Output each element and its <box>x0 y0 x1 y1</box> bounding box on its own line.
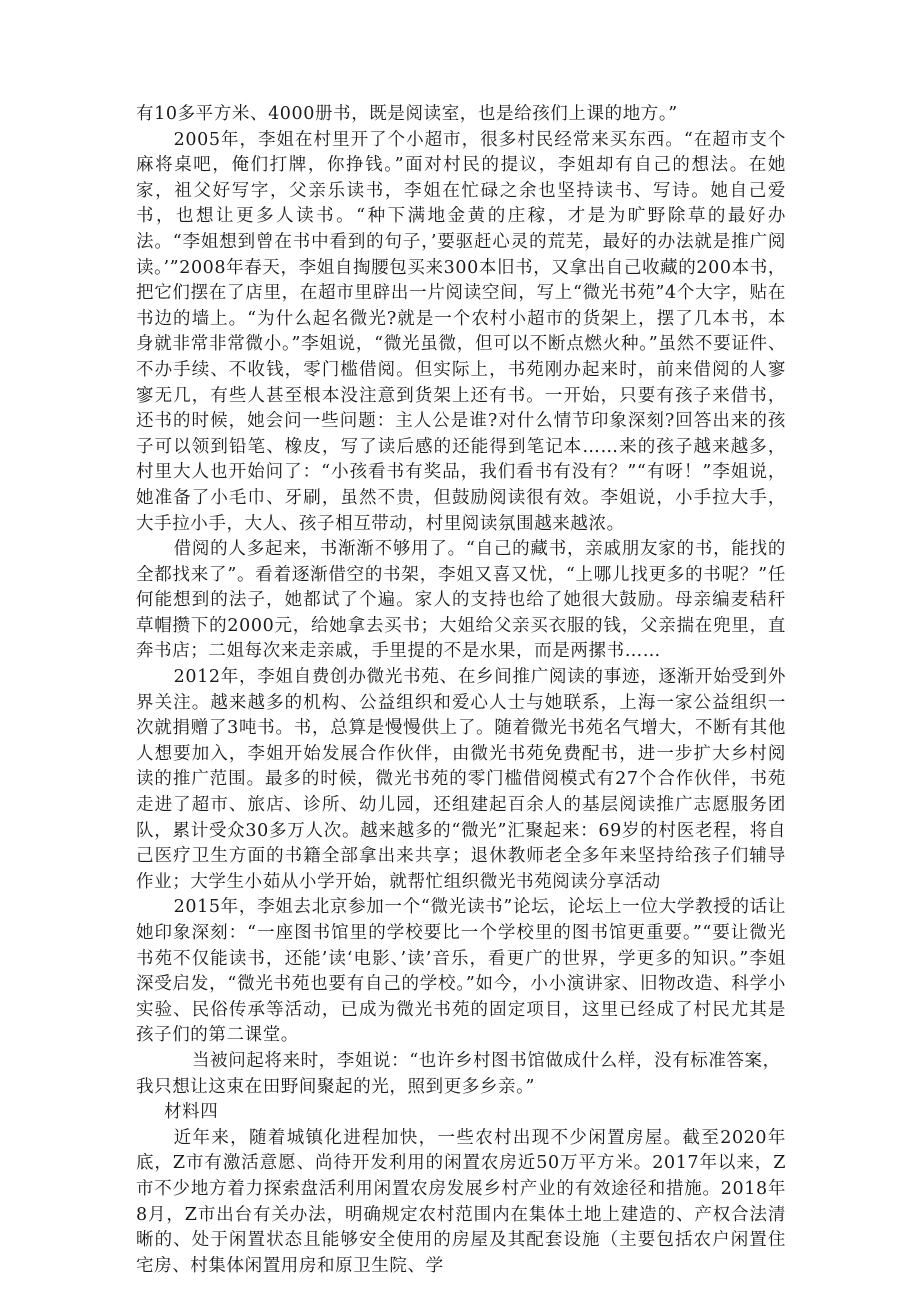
paragraph-2015: 2015年，李姐去北京参加一个“微光读书”论坛，论坛上一位大学教授的话让她印象深刻：“一座图书馆里的学校要比一个学校里的图书馆更重要。”“要让微光书苑不仅能读书，还能’读‘电影、’读’音乐，看更广的世界，学更多的知识。”李姐深受启发，“微光书苑也要有自己的学校。”如今，小小演讲家、旧物改造、科学小实验、民俗传承等活动，已成为微光书苑的固定项目，这里已经成了村民尤其是孩子们的第二课堂。 <box>136 897 786 1046</box>
closing-quote <box>136 1049 786 1100</box>
closing-quote-line-1: 当被问起将来时，李姐说：“也许乡村图书馆做成什么样，没有标准答案， <box>192 1050 781 1071</box>
paragraph-2012: 2012年，李姐自费创办微光书苑、在乡间推广阅读的事迹，逐渐开始受到外界关注。越来越多的机构、公益组织和爱心人士与她联系，上海一家公益组织一次就捐赠了3吨书。书，总算是慢慢供上了。随着微光书苑名气增大，不断有其他人想要加入，李姐开始发展合作伙伴，由微光书苑免费配书，进一步扩大乡村阅读的推广范围。最多的时候，微光书苑的零门槛借阅模式有27个合作伙伴，书苑走进了超市、旅店、诊所、幼儿园，还组建起百余人的基层阅读推广志愿服务团队，累计受众30多万人次。越来越多的“微光”汇聚起来：69岁的村医老程，将自己医疗卫生方面的书籍全部拿出来共享；退休教师老全多年来坚持给孩子们辅导作业；大学生小茹从小学开始，就帮忙组织微光书苑阅读分享活动 <box>136 667 786 892</box>
section-heading: 材料四 <box>164 1102 219 1123</box>
paragraph-material-four: 近年来，随着城镇化进程加快，一些农村出现不少闲置房屋。截至2020年底，Z市有激活意愿、尚待开发利用的闲置农房近50万平方米。2017年以来，Z市不少地方着力探索盘活利用闲置农房发展乡村产业的有效途径和措施。2018年8月，Z市出台有关办法，明确规定农村范围内在集体土地上建造的、产权合法清晰的、处于闲置状态且能够安全使用的房屋及其配套设施（主要包括农户闲置住宅房、村集体闲置用房和原卫生院、学 <box>136 1127 786 1276</box>
document-body <box>136 102 786 1279</box>
paragraph-continuation: 有10多平方米、4000册书，既是阅读室，也是给孩们上课的地方。” <box>136 104 678 124</box>
paragraph-2005: 2005年，李姐在村里开了个小超市，很多村民经常来买东西。“在超市支个麻将桌吧，俺们打牌，你挣钱。”面对村民的提议，李姐却有自己的想法。在她家，祖父好写字，父亲乐读书，李姐在忙碌之余也坚持读书、写诗。她自己爱书，也想让更多人读书。“种下满地金黄的庄稼，才是为旷野除草的最好办法。“李姐想到曾在书中看到的句子，’要驱赶心灵的荒芜，最好的办法就是推广阅读。’”2008年春天，李姐自掏腰包买来300本旧书，又拿出自己收藏的200本书，把它们摆在了店里，在超市里辟出一片阅读空间，写上“微光书苑”4个大字，贴在书边的墙上。“为什么起名微光?就是一个农村小超市的货架上，摆了几本书，本身就非常非常微小。”李姐说，“微光虽微，但可以不断点燃火种。”虽然不要证件、不办手续、不收钱，零门槛借阅。但实际上，书苑刚办起来时，前来借阅的人寥寥无几，有些人甚至根本没注意到货架上还有书。一开始，只要有孩子来借书，还书的时候，她会问一些问题：主人公是谁?对什么情节印象深刻?回答出来的孩子可以领到铅笔、橡皮，写了读后感的还能得到笔记本……来的孩子越来越多，村里大人也开始问了：“小孩看书有奖品，我们看书有没有？”“有呀！”李姐说，她准备了小毛巾、牙刷，虽然不贵，但鼓励阅读很有效。李姐说，小手拉大手，大手拉小手，大人、孩子相互带动，村里阅读氛围越来越浓。 <box>136 129 786 534</box>
closing-quote-line-2: 我只想让这束在田野间聚起的光，照到更多乡亲。” <box>136 1076 535 1097</box>
paragraph-borrowing: 借阅的人多起来，书渐渐不够用了。“自己的藏书，亲戚朋友家的书，能找的全都找来了”。看着逐渐借空的书架，李姐又喜又忧，“上哪儿找更多的书呢？”任何能想到的法子，她都试了个遍。家人的支持也给了她很大鼓励。母亲编麦秸秆草帽攒下的2000元，给她拿去买书；大姐给父亲买衣服的钱，父亲揣在兜里，直奔书店；二姐每次来走亲戚，手里提的不是水果，而是两摞书…… <box>136 539 786 662</box>
